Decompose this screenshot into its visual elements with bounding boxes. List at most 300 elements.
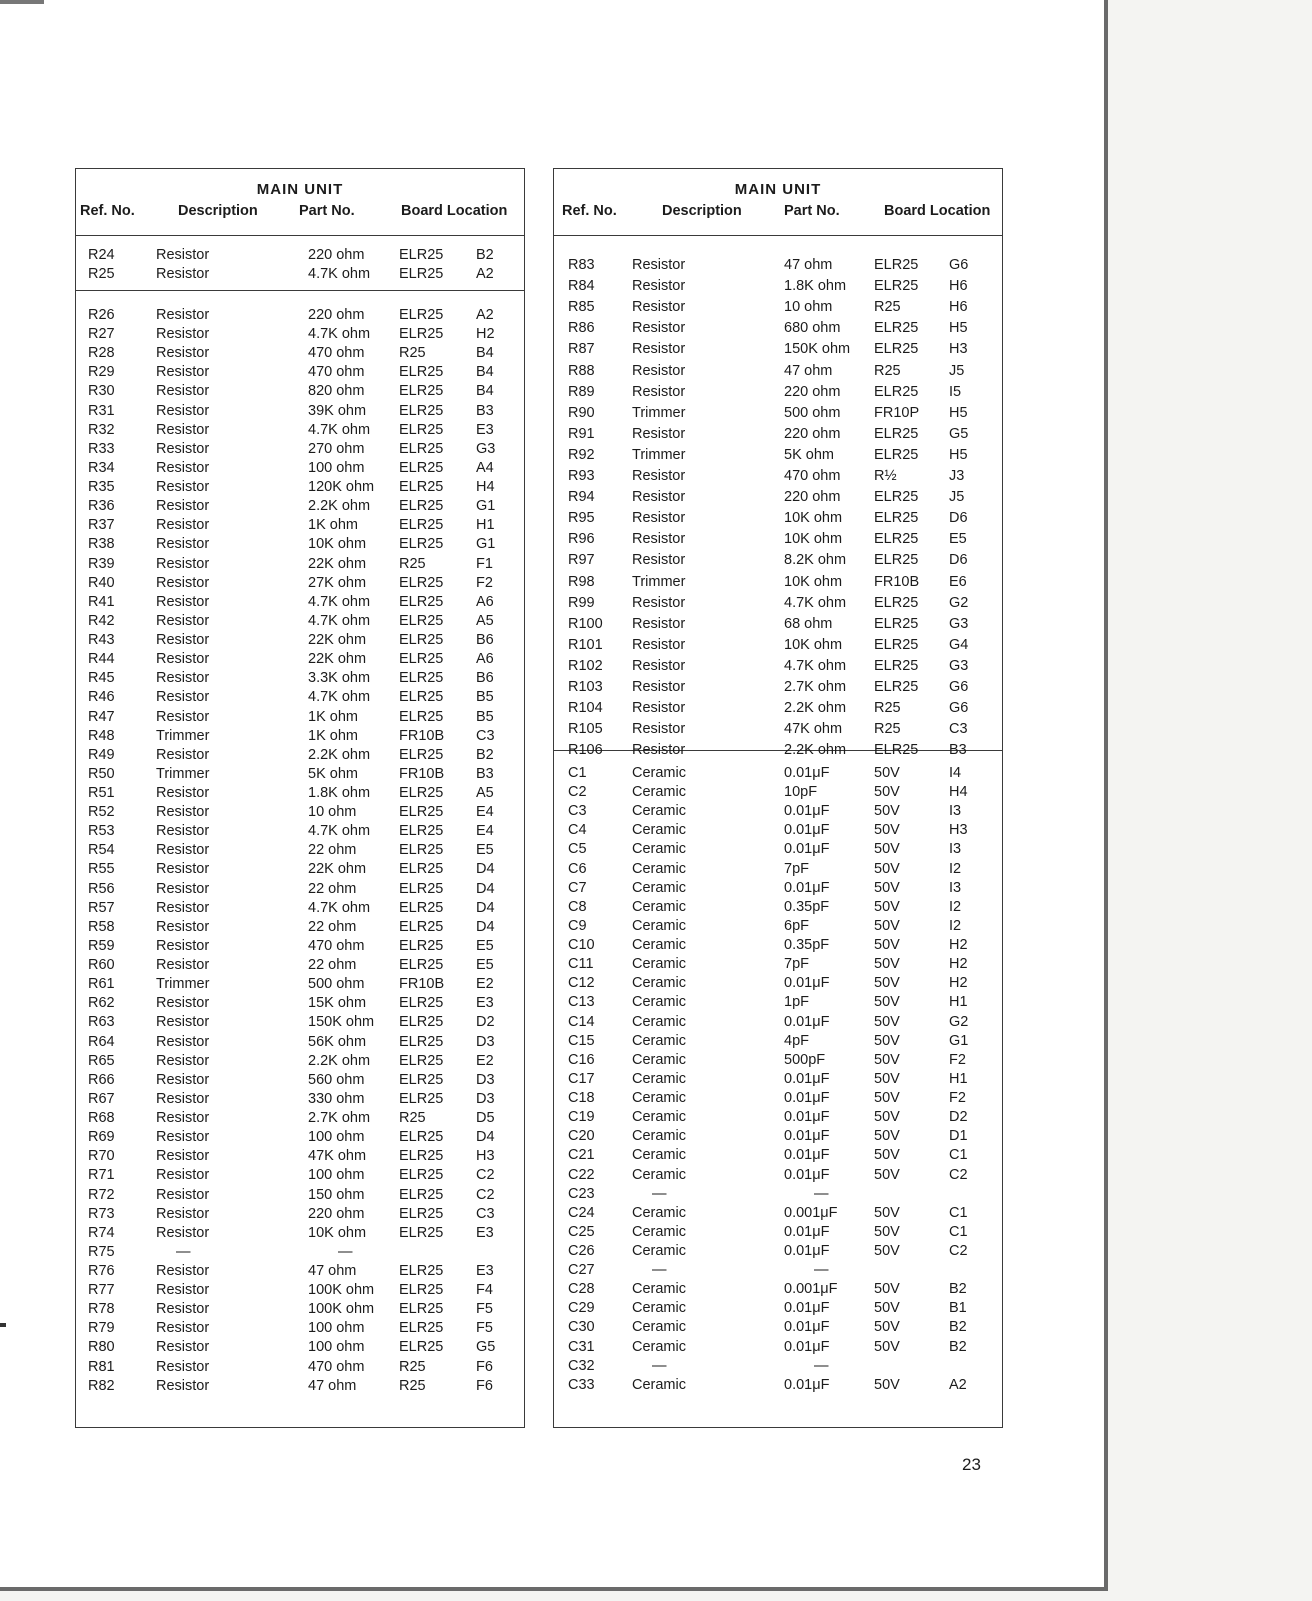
cell-ref-no: C2 xyxy=(568,784,587,801)
parts-table-right xyxy=(553,168,1003,1428)
cell-board-location: I3 xyxy=(949,879,962,896)
cell-ref-no: R59 xyxy=(88,937,115,954)
table-row xyxy=(554,257,1002,277)
cell-description: Resistor xyxy=(156,918,210,935)
cell-part-value: 7pF xyxy=(784,956,809,973)
cell-board-location: H2 xyxy=(476,326,495,343)
cell-part-value: 10K ohm xyxy=(784,573,843,590)
cell-ref-no: R81 xyxy=(88,1358,115,1375)
cell-ref-no: C23 xyxy=(568,1185,595,1202)
cell-part-value: — xyxy=(814,1185,829,1202)
cell-part-code: ELR25 xyxy=(874,552,919,569)
cell-part-value: 470 ohm xyxy=(308,937,365,954)
cell-board-location: F4 xyxy=(476,1282,493,1299)
cell-description: Resistor xyxy=(632,257,686,273)
cell-part-value: 220 ohm xyxy=(308,247,365,263)
table-row xyxy=(554,975,1002,995)
cell-ref-no: C22 xyxy=(568,1166,595,1183)
col-part-no: Part No. xyxy=(784,203,840,219)
table-row xyxy=(554,956,1002,976)
cell-board-location: H3 xyxy=(949,822,968,839)
cell-ref-no: R68 xyxy=(88,1110,115,1127)
cell-part-code: ELR25 xyxy=(874,594,919,611)
cell-board-location: F2 xyxy=(949,1051,966,1068)
cell-ref-no: C25 xyxy=(568,1223,595,1240)
cell-description: Resistor xyxy=(156,517,210,534)
cell-description: — xyxy=(652,1357,667,1374)
table-row xyxy=(76,1072,524,1092)
cell-part-code: R25 xyxy=(874,721,901,738)
cell-board-location: A6 xyxy=(476,651,494,668)
cell-part-value: 0.35pF xyxy=(784,898,830,915)
cell-ref-no: C31 xyxy=(568,1338,595,1355)
cell-board-location: D3 xyxy=(476,1090,495,1107)
cell-description: Resistor xyxy=(156,995,210,1012)
table-row xyxy=(554,937,1002,957)
table-row xyxy=(554,700,1002,720)
cell-description: Resistor xyxy=(156,593,210,610)
cell-part-value: 500 ohm xyxy=(308,976,365,993)
cell-part-code: 50V xyxy=(874,803,900,820)
table-row xyxy=(554,1281,1002,1301)
cell-board-location: H1 xyxy=(949,1070,968,1087)
cell-ref-no: R40 xyxy=(88,574,115,591)
cell-board-location: F6 xyxy=(476,1358,493,1375)
cell-ref-no: C13 xyxy=(568,994,595,1011)
cell-description: Ceramic xyxy=(632,994,686,1011)
cell-description: Resistor xyxy=(156,1033,210,1050)
table-row xyxy=(76,632,524,652)
cell-ref-no: C6 xyxy=(568,860,587,877)
cell-description: Resistor xyxy=(632,657,686,674)
table-header xyxy=(76,169,524,236)
cell-board-location: G3 xyxy=(476,440,496,457)
cell-part-code: ELR25 xyxy=(399,326,444,343)
cell-part-value: 47K ohm xyxy=(308,1148,367,1165)
cell-part-value: 22 ohm xyxy=(308,842,357,859)
cell-part-value: 0.01μF xyxy=(784,1147,830,1164)
cell-part-code: 50V xyxy=(874,898,900,915)
cell-part-code: 50V xyxy=(874,1109,900,1126)
cell-part-code: ELR25 xyxy=(399,479,444,496)
unit-title: MAIN UNIT xyxy=(734,181,822,198)
cell-board-location: H4 xyxy=(949,784,968,801)
cell-description: Resistor xyxy=(632,721,686,738)
cell-board-location: D4 xyxy=(476,861,495,878)
cell-description: Resistor xyxy=(156,555,210,572)
cell-description: Resistor xyxy=(156,746,210,763)
cell-description: Resistor xyxy=(156,247,210,263)
table-row xyxy=(76,479,524,499)
cell-description: Ceramic xyxy=(632,1070,686,1087)
cell-board-location: B6 xyxy=(476,670,494,687)
cell-part-value: 0.01μF xyxy=(784,1338,830,1355)
cell-part-code: ELR25 xyxy=(874,383,919,400)
cell-description: Trimmer xyxy=(632,446,686,463)
cell-ref-no: C18 xyxy=(568,1090,595,1107)
cell-part-code: 50V xyxy=(874,822,900,839)
cell-part-value: 0.01μF xyxy=(784,765,830,781)
cell-ref-no: C15 xyxy=(568,1032,595,1049)
cell-part-code: ELR25 xyxy=(399,1282,444,1299)
table-row xyxy=(76,536,524,556)
cell-part-code: 50V xyxy=(874,937,900,954)
cell-ref-no: R65 xyxy=(88,1052,115,1069)
cell-board-location: C3 xyxy=(476,727,495,744)
table-row xyxy=(76,670,524,690)
cell-ref-no: C21 xyxy=(568,1147,595,1164)
cell-board-location: D2 xyxy=(949,1109,968,1126)
cell-board-location: D2 xyxy=(476,1014,495,1031)
cell-ref-no: R48 xyxy=(88,727,115,744)
cell-ref-no: C28 xyxy=(568,1281,595,1298)
table-row xyxy=(76,1014,524,1034)
cell-part-code: R25 xyxy=(874,299,901,316)
table-row xyxy=(76,900,524,920)
cell-part-code: ELR25 xyxy=(399,307,444,323)
table-row xyxy=(76,1129,524,1149)
table-row xyxy=(554,299,1002,319)
cell-part-code: ELR25 xyxy=(399,937,444,954)
cell-part-value: 10 ohm xyxy=(784,299,833,316)
table-row xyxy=(554,918,1002,938)
cell-description: Resistor xyxy=(156,266,210,283)
cell-part-code: ELR25 xyxy=(874,510,919,527)
cell-description: Resistor xyxy=(156,632,210,649)
cell-part-value: 470 ohm xyxy=(308,1358,365,1375)
cell-part-code: ELR25 xyxy=(399,1052,444,1069)
cell-board-location: H2 xyxy=(949,975,968,992)
cell-part-code: ELR25 xyxy=(399,364,444,381)
table-row xyxy=(76,307,524,327)
cell-board-location: A4 xyxy=(476,459,494,476)
table-row xyxy=(76,1225,524,1245)
cell-part-value: 2.2K ohm xyxy=(784,700,847,717)
cell-part-code: ELR25 xyxy=(874,278,919,295)
cell-part-code: ELR25 xyxy=(399,574,444,591)
table-row xyxy=(76,957,524,977)
cell-ref-no: C8 xyxy=(568,898,587,915)
table-row xyxy=(554,510,1002,530)
cell-part-value: 22 ohm xyxy=(308,918,357,935)
cell-ref-no: R34 xyxy=(88,459,115,476)
cell-part-code: ELR25 xyxy=(399,1301,444,1318)
cell-description: Ceramic xyxy=(632,1128,686,1145)
cell-description: Trimmer xyxy=(632,404,686,421)
table-row xyxy=(554,1262,1002,1282)
cell-board-location: B5 xyxy=(476,689,494,706)
table-row xyxy=(554,552,1002,572)
cell-part-value: 0.01μF xyxy=(784,841,830,858)
cell-part-value: 470 ohm xyxy=(308,345,365,362)
cell-part-value: 1.8K ohm xyxy=(308,785,371,801)
cell-part-code: 50V xyxy=(874,994,900,1011)
cell-description: Ceramic xyxy=(632,1376,686,1393)
table-row xyxy=(554,1186,1002,1206)
col-description: Description xyxy=(662,203,742,219)
cell-part-code: R½ xyxy=(874,468,897,484)
table-row xyxy=(76,785,524,805)
cell-part-value: 4.7K ohm xyxy=(308,823,371,840)
cell-description: Resistor xyxy=(156,937,210,954)
cell-part-value: 10K ohm xyxy=(308,1224,367,1241)
cell-board-location: B6 xyxy=(476,632,494,649)
cell-ref-no: R104 xyxy=(568,700,603,717)
cell-description: Resistor xyxy=(156,1014,210,1031)
cell-part-value: 150K ohm xyxy=(784,341,851,358)
cell-ref-no: C17 xyxy=(568,1070,595,1087)
cell-ref-no: R25 xyxy=(88,266,115,283)
cell-part-value: 500 ohm xyxy=(784,404,841,421)
cell-ref-no: R92 xyxy=(568,446,595,463)
cell-description: Resistor xyxy=(632,320,686,337)
cell-description: Resistor xyxy=(156,899,210,916)
cell-description: Ceramic xyxy=(632,1032,686,1049)
cell-board-location: G1 xyxy=(476,498,496,515)
cell-part-value: 22K ohm xyxy=(308,632,367,649)
col-board-location: Board Location xyxy=(401,203,508,219)
table-row xyxy=(554,1377,1002,1397)
cell-ref-no: R60 xyxy=(88,957,115,974)
cell-ref-no: R105 xyxy=(568,721,603,738)
cell-part-code: ELR25 xyxy=(399,1090,444,1107)
cell-board-location: C1 xyxy=(949,1223,968,1240)
cell-description: — xyxy=(652,1262,667,1279)
cell-description: Resistor xyxy=(156,1167,210,1184)
table-row xyxy=(76,842,524,862)
cell-description: Resistor xyxy=(156,1148,210,1165)
cell-description: Resistor xyxy=(156,785,210,801)
cell-ref-no: R31 xyxy=(88,402,115,419)
cell-part-value: 1K ohm xyxy=(308,727,358,744)
cell-board-location: A5 xyxy=(476,785,494,801)
cell-part-code: ELR25 xyxy=(399,421,444,438)
cell-part-value: 470 ohm xyxy=(308,364,365,381)
cell-part-value: — xyxy=(814,1357,829,1374)
table-row xyxy=(76,861,524,881)
cell-board-location: E3 xyxy=(476,1224,494,1241)
cell-part-code: ELR25 xyxy=(399,266,444,283)
cell-part-value: 100K ohm xyxy=(308,1282,375,1299)
table-row xyxy=(554,658,1002,678)
cell-description: Resistor xyxy=(632,615,686,632)
cell-ref-no: R63 xyxy=(88,1014,115,1031)
cell-part-code: ELR25 xyxy=(874,446,919,463)
cell-ref-no: R33 xyxy=(88,440,115,457)
cell-board-location: A2 xyxy=(476,307,494,323)
cell-ref-no: R64 xyxy=(88,1033,115,1050)
col-description: Description xyxy=(178,203,258,219)
table-row xyxy=(76,1378,524,1398)
cell-part-value: 4pF xyxy=(784,1032,809,1049)
cell-description: Resistor xyxy=(632,341,686,358)
cell-description: Resistor xyxy=(632,510,686,527)
cell-board-location: G6 xyxy=(949,679,969,695)
cell-board-location: G3 xyxy=(949,657,969,674)
cell-ref-no: C9 xyxy=(568,917,587,934)
cell-description: Resistor xyxy=(156,1090,210,1107)
cell-part-value: 0.01μF xyxy=(784,1319,830,1336)
cell-part-code: ELR25 xyxy=(399,1148,444,1165)
cell-ref-no: R37 xyxy=(88,517,115,534)
cell-part-code: 50V xyxy=(874,860,900,877)
cell-part-value: 27K ohm xyxy=(308,574,367,591)
scan-edge-mark xyxy=(0,1323,6,1327)
cell-part-code: ELR25 xyxy=(399,1205,444,1222)
cell-ref-no: R45 xyxy=(88,670,115,687)
cell-board-location: F5 xyxy=(476,1320,493,1337)
table-row xyxy=(76,1206,524,1226)
cell-part-code: ELR25 xyxy=(399,746,444,763)
cell-description: Ceramic xyxy=(632,803,686,820)
cell-part-code: 50V xyxy=(874,1128,900,1145)
table-row xyxy=(554,742,1002,762)
cell-part-code: ELR25 xyxy=(399,1129,444,1146)
cell-ref-no: R95 xyxy=(568,510,595,527)
cell-part-code: ELR25 xyxy=(399,823,444,840)
cell-part-code: 50V xyxy=(874,1376,900,1393)
cell-board-location: C1 xyxy=(949,1204,968,1221)
table-row xyxy=(76,364,524,384)
cell-ref-no: C19 xyxy=(568,1109,595,1126)
cell-board-location: G2 xyxy=(949,594,969,611)
cell-part-value: 47 ohm xyxy=(308,1377,357,1394)
cell-board-location: E2 xyxy=(476,976,494,993)
table-row xyxy=(554,384,1002,404)
cell-board-location: G2 xyxy=(949,1013,969,1030)
cell-part-value: 0.01μF xyxy=(784,1166,830,1183)
cell-part-value: 0.01μF xyxy=(784,803,830,820)
cell-part-value: 0.01μF xyxy=(784,1109,830,1126)
cell-description: Trimmer xyxy=(156,976,210,993)
table-row xyxy=(554,721,1002,741)
cell-part-code: ELR25 xyxy=(399,1167,444,1184)
cell-ref-no: R42 xyxy=(88,612,115,629)
cell-part-value: 0.01μF xyxy=(784,1223,830,1240)
col-board-location: Board Location xyxy=(884,203,991,219)
cell-description: Resistor xyxy=(632,700,686,717)
cell-ref-no: R69 xyxy=(88,1129,115,1146)
cell-board-location: B5 xyxy=(476,708,494,725)
cell-part-code: ELR25 xyxy=(874,742,919,759)
cell-ref-no: R96 xyxy=(568,531,595,548)
cell-description: Resistor xyxy=(156,1110,210,1127)
cell-part-code: 50V xyxy=(874,841,900,858)
cell-description: Resistor xyxy=(156,345,210,362)
cell-part-code: R25 xyxy=(399,345,426,362)
cell-ref-no: C27 xyxy=(568,1262,595,1279)
cell-board-location: I4 xyxy=(949,765,962,781)
cell-description: Resistor xyxy=(156,536,210,553)
table-row xyxy=(76,345,524,365)
cell-part-value: 120K ohm xyxy=(308,479,375,496)
table-row xyxy=(554,489,1002,509)
cell-part-code: 50V xyxy=(874,1281,900,1298)
table-row xyxy=(554,616,1002,636)
scan-corner-mark xyxy=(0,0,44,4)
cell-description: Resistor xyxy=(156,708,210,725)
cell-ref-no: C3 xyxy=(568,803,587,820)
table-row xyxy=(76,575,524,595)
cell-board-location: H1 xyxy=(949,994,968,1011)
cell-part-code: ELR25 xyxy=(399,689,444,706)
table-row xyxy=(76,709,524,729)
cell-board-location: G6 xyxy=(949,700,969,717)
cell-board-location: E3 xyxy=(476,995,494,1012)
cell-ref-no: R62 xyxy=(88,995,115,1012)
cell-part-code: ELR25 xyxy=(874,657,919,674)
cell-board-location: I2 xyxy=(949,917,962,934)
cell-part-value: 2.2K ohm xyxy=(308,746,371,763)
table-row xyxy=(554,861,1002,881)
table-row xyxy=(76,326,524,346)
cell-board-location: B2 xyxy=(949,1338,967,1355)
cell-ref-no: R102 xyxy=(568,657,603,674)
table-row xyxy=(554,880,1002,900)
cell-board-location: F2 xyxy=(476,574,493,591)
cell-part-code: ELR25 xyxy=(399,899,444,916)
cell-board-location: G4 xyxy=(949,636,969,653)
cell-ref-no: C20 xyxy=(568,1128,595,1145)
table-row xyxy=(76,1339,524,1359)
cell-description: — xyxy=(176,1243,191,1260)
cell-part-value: 4.7K ohm xyxy=(308,326,371,343)
table-row xyxy=(554,822,1002,842)
cell-part-value: 270 ohm xyxy=(308,440,365,457)
cell-description: Ceramic xyxy=(632,1300,686,1317)
cell-part-code: ELR25 xyxy=(399,861,444,878)
cell-board-location: D4 xyxy=(476,899,495,916)
table-row xyxy=(76,1167,524,1187)
cell-board-location: C1 xyxy=(949,1147,968,1164)
cell-ref-no: R66 xyxy=(88,1071,115,1088)
table-row xyxy=(554,341,1002,361)
cell-ref-no: R98 xyxy=(568,573,595,590)
cell-part-code: ELR25 xyxy=(399,612,444,629)
cell-board-location: A6 xyxy=(476,593,494,610)
cell-part-value: 150 ohm xyxy=(308,1186,365,1203)
cell-description: Ceramic xyxy=(632,1013,686,1030)
cell-part-code: 50V xyxy=(874,956,900,973)
table-row xyxy=(76,1148,524,1168)
cell-board-location: D3 xyxy=(476,1033,495,1050)
table-row xyxy=(76,403,524,423)
cell-ref-no: R100 xyxy=(568,615,603,632)
cell-part-code: 50V xyxy=(874,1147,900,1164)
unit-title: MAIN UNIT xyxy=(256,181,344,198)
cell-description: Resistor xyxy=(156,804,210,821)
table-row xyxy=(76,498,524,518)
table-row xyxy=(554,994,1002,1014)
cell-ref-no: R26 xyxy=(88,307,115,323)
table-row xyxy=(554,1358,1002,1378)
cell-description: Resistor xyxy=(156,402,210,419)
cell-description: Resistor xyxy=(156,1129,210,1146)
cell-part-code: ELR25 xyxy=(399,459,444,476)
cell-ref-no: R49 xyxy=(88,746,115,763)
cell-description: Resistor xyxy=(156,1282,210,1299)
cell-board-location: H5 xyxy=(949,446,968,463)
cell-description: Resistor xyxy=(632,636,686,653)
cell-part-value: 0.35pF xyxy=(784,937,830,954)
cell-board-location: H5 xyxy=(949,320,968,337)
cell-ref-no: R53 xyxy=(88,823,115,840)
page-number: 23 xyxy=(962,1455,981,1474)
cell-part-value: 100 ohm xyxy=(308,1167,365,1184)
cell-ref-no: R39 xyxy=(88,555,115,572)
cell-board-location: J5 xyxy=(949,362,965,379)
group-divider xyxy=(76,290,524,291)
